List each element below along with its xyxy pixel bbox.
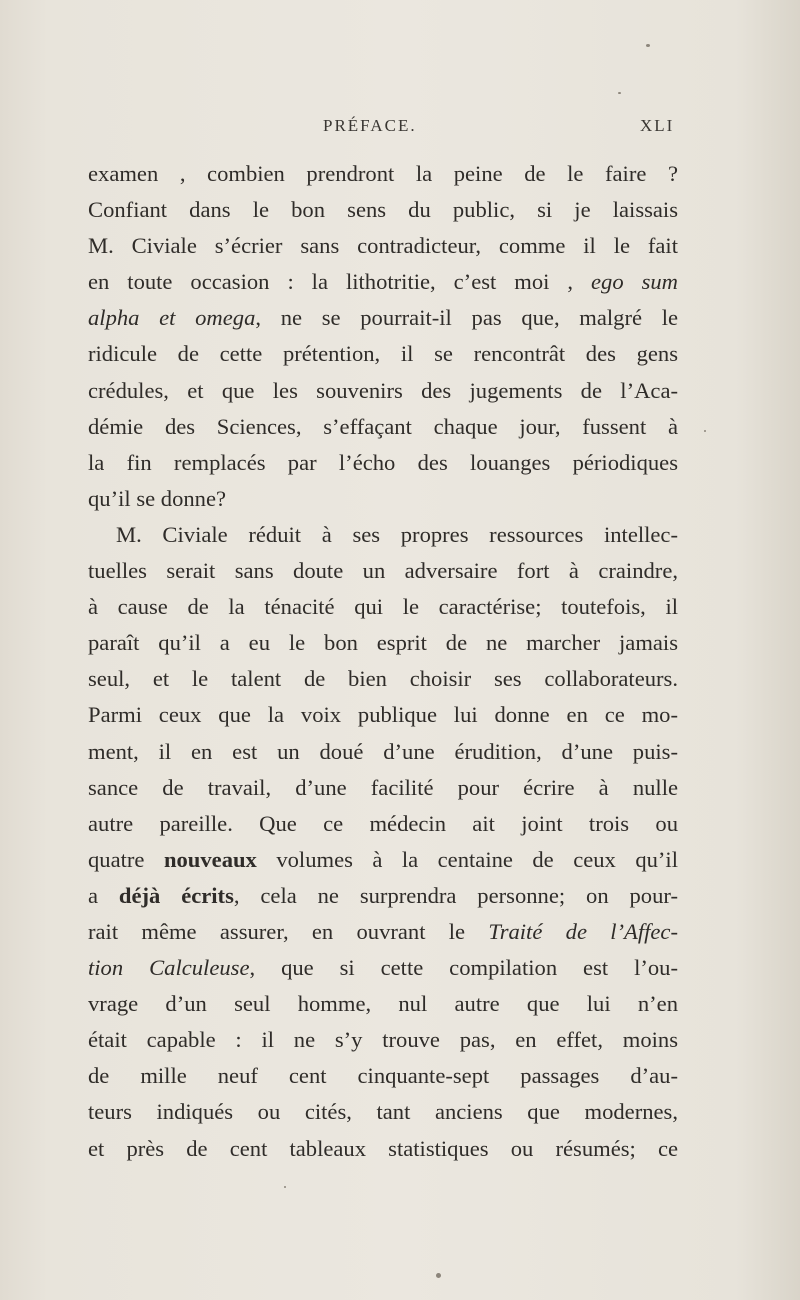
text-line (88, 734, 678, 770)
text-segment: sance de travail, d’une facilité pour écrire à nulle (88, 774, 678, 800)
text-line (88, 914, 678, 950)
text-segment: tuelles serait sans doute un adversaire fort à craindre, (88, 558, 678, 584)
text-line (88, 300, 678, 336)
text-line (88, 228, 678, 264)
text-segment: ment, il en est un doué d’une érudition, d’une puis- (88, 738, 678, 764)
text-segment: à cause de la ténacité qui le caractérise; toutefois, il (88, 594, 678, 620)
text-segment: , que si cette compilation est l’ou- (249, 955, 678, 981)
text-segment: Parmi ceux que la voix publique lui donne en ce mo- (88, 702, 678, 728)
page-number: XLI (640, 116, 675, 135)
text-segment: , cela ne surprendra personne; on pour- (233, 882, 678, 908)
text-segment: paraît qu’il a eu le bon esprit de ne marcher jamais (88, 630, 678, 656)
text-segment: la fin remplacés par l’écho des louanges périodiques (88, 449, 678, 475)
text-line (88, 661, 678, 697)
text-segment: démie des Sciences, s’effaçant chaque jour, fussent à (88, 413, 678, 439)
text-segment: , ne se pourrait-il pas que, malgré le (255, 305, 679, 331)
text-line (88, 770, 678, 806)
text-line (88, 1058, 678, 1094)
text-line (88, 192, 678, 228)
text-segment: qu’il se donne? (88, 485, 227, 511)
text-line (88, 553, 678, 589)
text-segment: seul, et le talent de bien choisir ses collaborateurs. (88, 666, 678, 692)
body-text (88, 156, 678, 1167)
text-segment: était capable : il ne s’y trouve pas, en effet, moins (88, 1027, 678, 1053)
text-segment: de mille neuf cent cinquante-sept passages d’au- (88, 1063, 678, 1089)
text-line (88, 1131, 678, 1167)
text-line (88, 697, 678, 733)
text-segment: volumes à la centaine de ceux qu’il (256, 846, 678, 872)
text-line (88, 409, 678, 445)
text-segment: et près de cent tableaux statistiques ou résumés; ce (88, 1135, 678, 1161)
text-line (88, 264, 678, 300)
text-segment: M. Civiale réduit à ses propres ressources intellec- (116, 521, 678, 547)
text-line (88, 1094, 678, 1130)
text-line (88, 986, 678, 1022)
italic-text: Traité de l’Affec- (488, 918, 678, 944)
text-segment: teurs indiqués ou cités, tant anciens que modernes, (88, 1099, 678, 1125)
text-line (88, 373, 678, 409)
text-segment: quatre (88, 846, 164, 872)
text-segment: autre pareille. Que ce médecin ait joint trois ou (88, 810, 678, 836)
text-segment: en toute occasion : la lithotritie, c’est moi , (88, 269, 591, 295)
text-line (88, 806, 678, 842)
text-segment: rait même assurer, en ouvrant le (88, 918, 489, 944)
text-line (88, 950, 678, 986)
italic-text: alpha et omega (88, 305, 256, 331)
text-line (88, 156, 678, 192)
text-line (88, 589, 678, 625)
text-segment: Confiant dans le bon sens du public, si je laissais (88, 197, 678, 223)
text-line (88, 481, 678, 517)
bold-text: nouveaux (163, 846, 257, 872)
text-line (88, 1022, 678, 1058)
running-head: PRÉFACE. (323, 116, 417, 135)
italic-text: tion Calculeuse (88, 955, 250, 981)
text-line (88, 336, 678, 372)
page-header (0, 112, 800, 140)
italic-text: ego sum (591, 269, 678, 295)
text-segment: M. Civiale s’écrier sans contradicteur, comme il le fait (88, 233, 678, 259)
text-line (88, 625, 678, 661)
text-line (88, 878, 678, 914)
text-line (88, 445, 678, 481)
text-line (88, 517, 678, 553)
text-segment: ridicule de cette prétention, il se rencontrât des gens (88, 341, 678, 367)
text-segment: a (88, 882, 119, 908)
text-segment: vrage d’un seul homme, nul autre que lui n’en (88, 991, 678, 1017)
bold-text: déjà écrits (118, 882, 234, 908)
text-segment: crédules, et que les souvenirs des jugements de l’Aca- (88, 377, 678, 403)
text-line (88, 842, 678, 878)
text-segment: examen , combien prendront la peine de le faire ? (88, 161, 678, 186)
